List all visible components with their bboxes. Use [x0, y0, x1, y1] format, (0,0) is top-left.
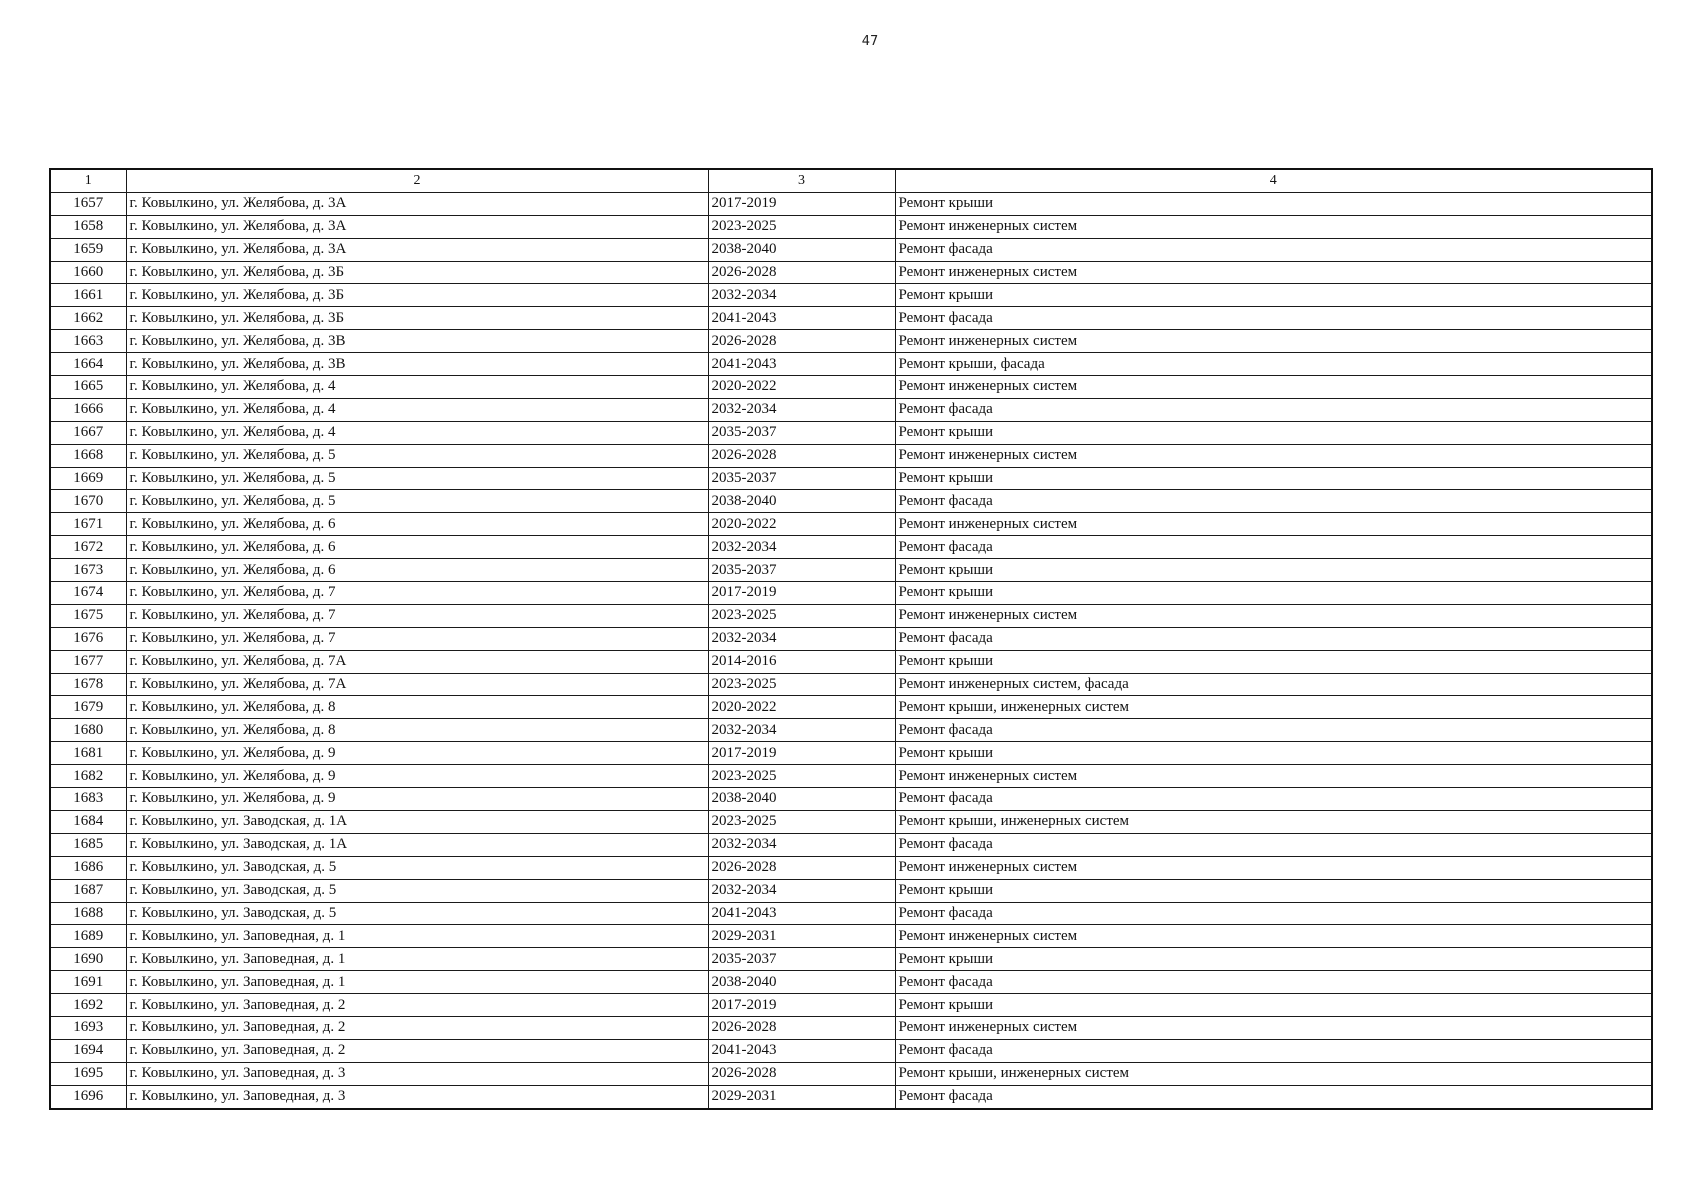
table-row	[50, 261, 1652, 284]
work-type-cell: Ремонт фасада	[895, 971, 1652, 994]
period-cell: 2023-2025	[708, 673, 895, 696]
row-number: 1683	[50, 788, 126, 811]
work-type-cell: Ремонт фасада	[895, 719, 1652, 742]
address-cell: г. Ковылкино, ул. Желябова, д. 3Б	[126, 307, 708, 330]
table-row	[50, 398, 1652, 421]
work-type-cell: Ремонт фасада	[895, 1039, 1652, 1062]
row-number: 1686	[50, 856, 126, 879]
period-cell: 2014-2016	[708, 650, 895, 673]
work-type-cell: Ремонт крыши, инженерных систем	[895, 696, 1652, 719]
row-number: 1694	[50, 1039, 126, 1062]
table-row	[50, 604, 1652, 627]
row-number: 1681	[50, 742, 126, 765]
address-cell: г. Ковылкино, ул. Желябова, д. 5	[126, 490, 708, 513]
row-number: 1665	[50, 376, 126, 399]
period-cell: 2041-2043	[708, 353, 895, 376]
period-cell: 2017-2019	[708, 192, 895, 215]
row-number: 1684	[50, 810, 126, 833]
work-type-cell: Ремонт крыши, инженерных систем	[895, 1062, 1652, 1085]
address-cell: г. Ковылкино, ул. Желябова, д. 6	[126, 536, 708, 559]
period-cell: 2041-2043	[708, 1039, 895, 1062]
work-type-cell: Ремонт крыши	[895, 879, 1652, 902]
work-type-cell: Ремонт инженерных систем	[895, 330, 1652, 353]
period-cell: 2020-2022	[708, 696, 895, 719]
address-cell: г. Ковылкино, ул. Желябова, д. 3А	[126, 215, 708, 238]
row-number: 1689	[50, 925, 126, 948]
work-type-cell: Ремонт фасада	[895, 490, 1652, 513]
table-row	[50, 627, 1652, 650]
row-number: 1668	[50, 444, 126, 467]
work-type-cell: Ремонт крыши	[895, 467, 1652, 490]
address-cell: г. Ковылкино, ул. Заповедная, д. 2	[126, 1039, 708, 1062]
row-number: 1666	[50, 398, 126, 421]
work-type-cell: Ремонт инженерных систем	[895, 604, 1652, 627]
table-row	[50, 467, 1652, 490]
table-row	[50, 513, 1652, 536]
address-cell: г. Ковылкино, ул. Желябова, д. 7	[126, 582, 708, 605]
period-cell: 2029-2031	[708, 1085, 895, 1108]
period-cell: 2023-2025	[708, 765, 895, 788]
table-row	[50, 1016, 1652, 1039]
row-number: 1682	[50, 765, 126, 788]
address-cell: г. Ковылкино, ул. Заповедная, д. 1	[126, 971, 708, 994]
work-type-cell: Ремонт фасада	[895, 788, 1652, 811]
table-row	[50, 376, 1652, 399]
period-cell: 2032-2034	[708, 536, 895, 559]
period-cell: 2023-2025	[708, 604, 895, 627]
period-cell: 2032-2034	[708, 719, 895, 742]
period-cell: 2035-2037	[708, 948, 895, 971]
row-number: 1672	[50, 536, 126, 559]
address-cell: г. Ковылкино, ул. Заводская, д. 5	[126, 879, 708, 902]
row-number: 1680	[50, 719, 126, 742]
address-cell: г. Ковылкино, ул. Желябова, д. 7А	[126, 650, 708, 673]
address-cell: г. Ковылкино, ул. Желябова, д. 8	[126, 696, 708, 719]
work-type-cell: Ремонт крыши, фасада	[895, 353, 1652, 376]
column-header-2: 2	[126, 169, 708, 192]
table-row	[50, 582, 1652, 605]
row-number: 1687	[50, 879, 126, 902]
address-cell: г. Ковылкино, ул. Желябова, д. 4	[126, 421, 708, 444]
address-cell: г. Ковылкино, ул. Желябова, д. 3А	[126, 238, 708, 261]
table-row	[50, 696, 1652, 719]
table-row	[50, 856, 1652, 879]
period-cell: 2023-2025	[708, 215, 895, 238]
row-number: 1669	[50, 467, 126, 490]
table-row	[50, 353, 1652, 376]
period-cell: 2035-2037	[708, 467, 895, 490]
row-number: 1671	[50, 513, 126, 536]
work-type-cell: Ремонт крыши	[895, 284, 1652, 307]
period-cell: 2035-2037	[708, 559, 895, 582]
table-row	[50, 215, 1652, 238]
work-type-cell: Ремонт крыши	[895, 650, 1652, 673]
address-cell: г. Ковылкино, ул. Желябова, д. 7А	[126, 673, 708, 696]
work-type-cell: Ремонт инженерных систем	[895, 1016, 1652, 1039]
period-cell: 2029-2031	[708, 925, 895, 948]
work-type-cell: Ремонт крыши	[895, 559, 1652, 582]
period-cell: 2041-2043	[708, 902, 895, 925]
address-cell: г. Ковылкино, ул. Заповедная, д. 2	[126, 1016, 708, 1039]
period-cell: 2038-2040	[708, 238, 895, 261]
work-type-cell: Ремонт крыши	[895, 742, 1652, 765]
address-cell: г. Ковылкино, ул. Желябова, д. 5	[126, 467, 708, 490]
period-cell: 2017-2019	[708, 742, 895, 765]
row-number: 1679	[50, 696, 126, 719]
period-cell: 2035-2037	[708, 421, 895, 444]
work-type-cell: Ремонт инженерных систем	[895, 765, 1652, 788]
row-number: 1690	[50, 948, 126, 971]
address-cell: г. Ковылкино, ул. Заповедная, д. 1	[126, 925, 708, 948]
column-header-1: 1	[50, 169, 126, 192]
period-cell: 2032-2034	[708, 879, 895, 902]
work-type-cell: Ремонт крыши	[895, 421, 1652, 444]
row-number: 1658	[50, 215, 126, 238]
table-row	[50, 994, 1652, 1017]
address-cell: г. Ковылкино, ул. Заповедная, д. 1	[126, 948, 708, 971]
period-cell: 2032-2034	[708, 627, 895, 650]
work-type-cell: Ремонт крыши	[895, 948, 1652, 971]
row-number: 1657	[50, 192, 126, 215]
row-number: 1670	[50, 490, 126, 513]
work-type-cell: Ремонт инженерных систем	[895, 376, 1652, 399]
row-number: 1688	[50, 902, 126, 925]
row-number: 1662	[50, 307, 126, 330]
row-number: 1659	[50, 238, 126, 261]
address-cell: г. Ковылкино, ул. Желябова, д. 3Б	[126, 284, 708, 307]
address-cell: г. Ковылкино, ул. Желябова, д. 3Б	[126, 261, 708, 284]
period-cell: 2026-2028	[708, 1062, 895, 1085]
address-cell: г. Ковылкино, ул. Желябова, д. 9	[126, 765, 708, 788]
table-row	[50, 765, 1652, 788]
period-cell: 2017-2019	[708, 582, 895, 605]
capital-repair-table	[49, 168, 1653, 1110]
table-row	[50, 444, 1652, 467]
table-header-row	[50, 169, 1652, 192]
work-type-cell: Ремонт инженерных систем	[895, 513, 1652, 536]
row-number: 1673	[50, 559, 126, 582]
work-type-cell: Ремонт фасада	[895, 307, 1652, 330]
period-cell: 2017-2019	[708, 994, 895, 1017]
table-row	[50, 719, 1652, 742]
table-row	[50, 559, 1652, 582]
work-type-cell: Ремонт фасада	[895, 398, 1652, 421]
row-number: 1676	[50, 627, 126, 650]
table-row	[50, 902, 1652, 925]
row-number: 1693	[50, 1016, 126, 1039]
address-cell: г. Ковылкино, ул. Заповедная, д. 3	[126, 1085, 708, 1108]
period-cell: 2041-2043	[708, 307, 895, 330]
row-number: 1692	[50, 994, 126, 1017]
table-row	[50, 879, 1652, 902]
work-type-cell: Ремонт инженерных систем	[895, 856, 1652, 879]
address-cell: г. Ковылкино, ул. Желябова, д. 7	[126, 604, 708, 627]
row-number: 1695	[50, 1062, 126, 1085]
table-row	[50, 192, 1652, 215]
address-cell: г. Ковылкино, ул. Заводская, д. 5	[126, 902, 708, 925]
period-cell: 2020-2022	[708, 513, 895, 536]
period-cell: 2026-2028	[708, 856, 895, 879]
page-number: 47	[861, 34, 879, 49]
table-row	[50, 810, 1652, 833]
period-cell: 2038-2040	[708, 971, 895, 994]
period-cell: 2032-2034	[708, 398, 895, 421]
period-cell: 2026-2028	[708, 444, 895, 467]
address-cell: г. Ковылкино, ул. Желябова, д. 7	[126, 627, 708, 650]
row-number: 1678	[50, 673, 126, 696]
table-row	[50, 948, 1652, 971]
row-number: 1660	[50, 261, 126, 284]
table-row	[50, 421, 1652, 444]
column-header-3: 3	[708, 169, 895, 192]
period-cell: 2032-2034	[708, 284, 895, 307]
period-cell: 2038-2040	[708, 788, 895, 811]
address-cell: г. Ковылкино, ул. Желябова, д. 8	[126, 719, 708, 742]
address-cell: г. Ковылкино, ул. Заповедная, д. 3	[126, 1062, 708, 1085]
table-row	[50, 788, 1652, 811]
table-row	[50, 238, 1652, 261]
work-type-cell: Ремонт фасада	[895, 1085, 1652, 1108]
table-row	[50, 833, 1652, 856]
work-type-cell: Ремонт крыши, инженерных систем	[895, 810, 1652, 833]
address-cell: г. Ковылкино, ул. Заводская, д. 1А	[126, 810, 708, 833]
address-cell: г. Ковылкино, ул. Желябова, д. 6	[126, 559, 708, 582]
address-cell: г. Ковылкино, ул. Заводская, д. 5	[126, 856, 708, 879]
address-cell: г. Ковылкино, ул. Заповедная, д. 2	[126, 994, 708, 1017]
work-type-cell: Ремонт фасада	[895, 238, 1652, 261]
work-type-cell: Ремонт фасада	[895, 833, 1652, 856]
table-row	[50, 490, 1652, 513]
address-cell: г. Ковылкино, ул. Заводская, д. 1А	[126, 833, 708, 856]
work-type-cell: Ремонт инженерных систем	[895, 261, 1652, 284]
work-type-cell: Ремонт фасада	[895, 902, 1652, 925]
address-cell: г. Ковылкино, ул. Желябова, д. 9	[126, 788, 708, 811]
row-number: 1663	[50, 330, 126, 353]
period-cell: 2038-2040	[708, 490, 895, 513]
address-cell: г. Ковылкино, ул. Желябова, д. 3А	[126, 192, 708, 215]
period-cell: 2026-2028	[708, 261, 895, 284]
address-cell: г. Ковылкино, ул. Желябова, д. 4	[126, 398, 708, 421]
period-cell: 2026-2028	[708, 330, 895, 353]
table-row	[50, 925, 1652, 948]
table-row	[50, 742, 1652, 765]
address-cell: г. Ковылкино, ул. Желябова, д. 9	[126, 742, 708, 765]
table-row	[50, 673, 1652, 696]
period-cell: 2032-2034	[708, 833, 895, 856]
address-cell: г. Ковылкино, ул. Желябова, д. 6	[126, 513, 708, 536]
table-row	[50, 971, 1652, 994]
row-number: 1664	[50, 353, 126, 376]
row-number: 1677	[50, 650, 126, 673]
table-row	[50, 307, 1652, 330]
table-row	[50, 1062, 1652, 1085]
row-number: 1675	[50, 604, 126, 627]
work-type-cell: Ремонт крыши	[895, 994, 1652, 1017]
table-row	[50, 1039, 1652, 1062]
row-number: 1661	[50, 284, 126, 307]
work-type-cell: Ремонт инженерных систем	[895, 444, 1652, 467]
column-header-4: 4	[895, 169, 1652, 192]
table-row	[50, 284, 1652, 307]
work-type-cell: Ремонт инженерных систем	[895, 215, 1652, 238]
work-type-cell: Ремонт фасада	[895, 536, 1652, 559]
row-number: 1696	[50, 1085, 126, 1108]
address-cell: г. Ковылкино, ул. Желябова, д. 3В	[126, 353, 708, 376]
row-number: 1691	[50, 971, 126, 994]
address-cell: г. Ковылкино, ул. Желябова, д. 3В	[126, 330, 708, 353]
address-cell: г. Ковылкино, ул. Желябова, д. 5	[126, 444, 708, 467]
work-type-cell: Ремонт фасада	[895, 627, 1652, 650]
table-row	[50, 330, 1652, 353]
period-cell: 2020-2022	[708, 376, 895, 399]
work-type-cell: Ремонт крыши	[895, 582, 1652, 605]
address-cell: г. Ковылкино, ул. Желябова, д. 4	[126, 376, 708, 399]
table-row	[50, 536, 1652, 559]
table-row	[50, 650, 1652, 673]
period-cell: 2026-2028	[708, 1016, 895, 1039]
row-number: 1667	[50, 421, 126, 444]
table-row	[50, 1085, 1652, 1108]
work-type-cell: Ремонт инженерных систем	[895, 925, 1652, 948]
row-number: 1674	[50, 582, 126, 605]
work-type-cell: Ремонт крыши	[895, 192, 1652, 215]
work-type-cell: Ремонт инженерных систем, фасада	[895, 673, 1652, 696]
row-number: 1685	[50, 833, 126, 856]
table-body	[50, 192, 1652, 1108]
period-cell: 2023-2025	[708, 810, 895, 833]
